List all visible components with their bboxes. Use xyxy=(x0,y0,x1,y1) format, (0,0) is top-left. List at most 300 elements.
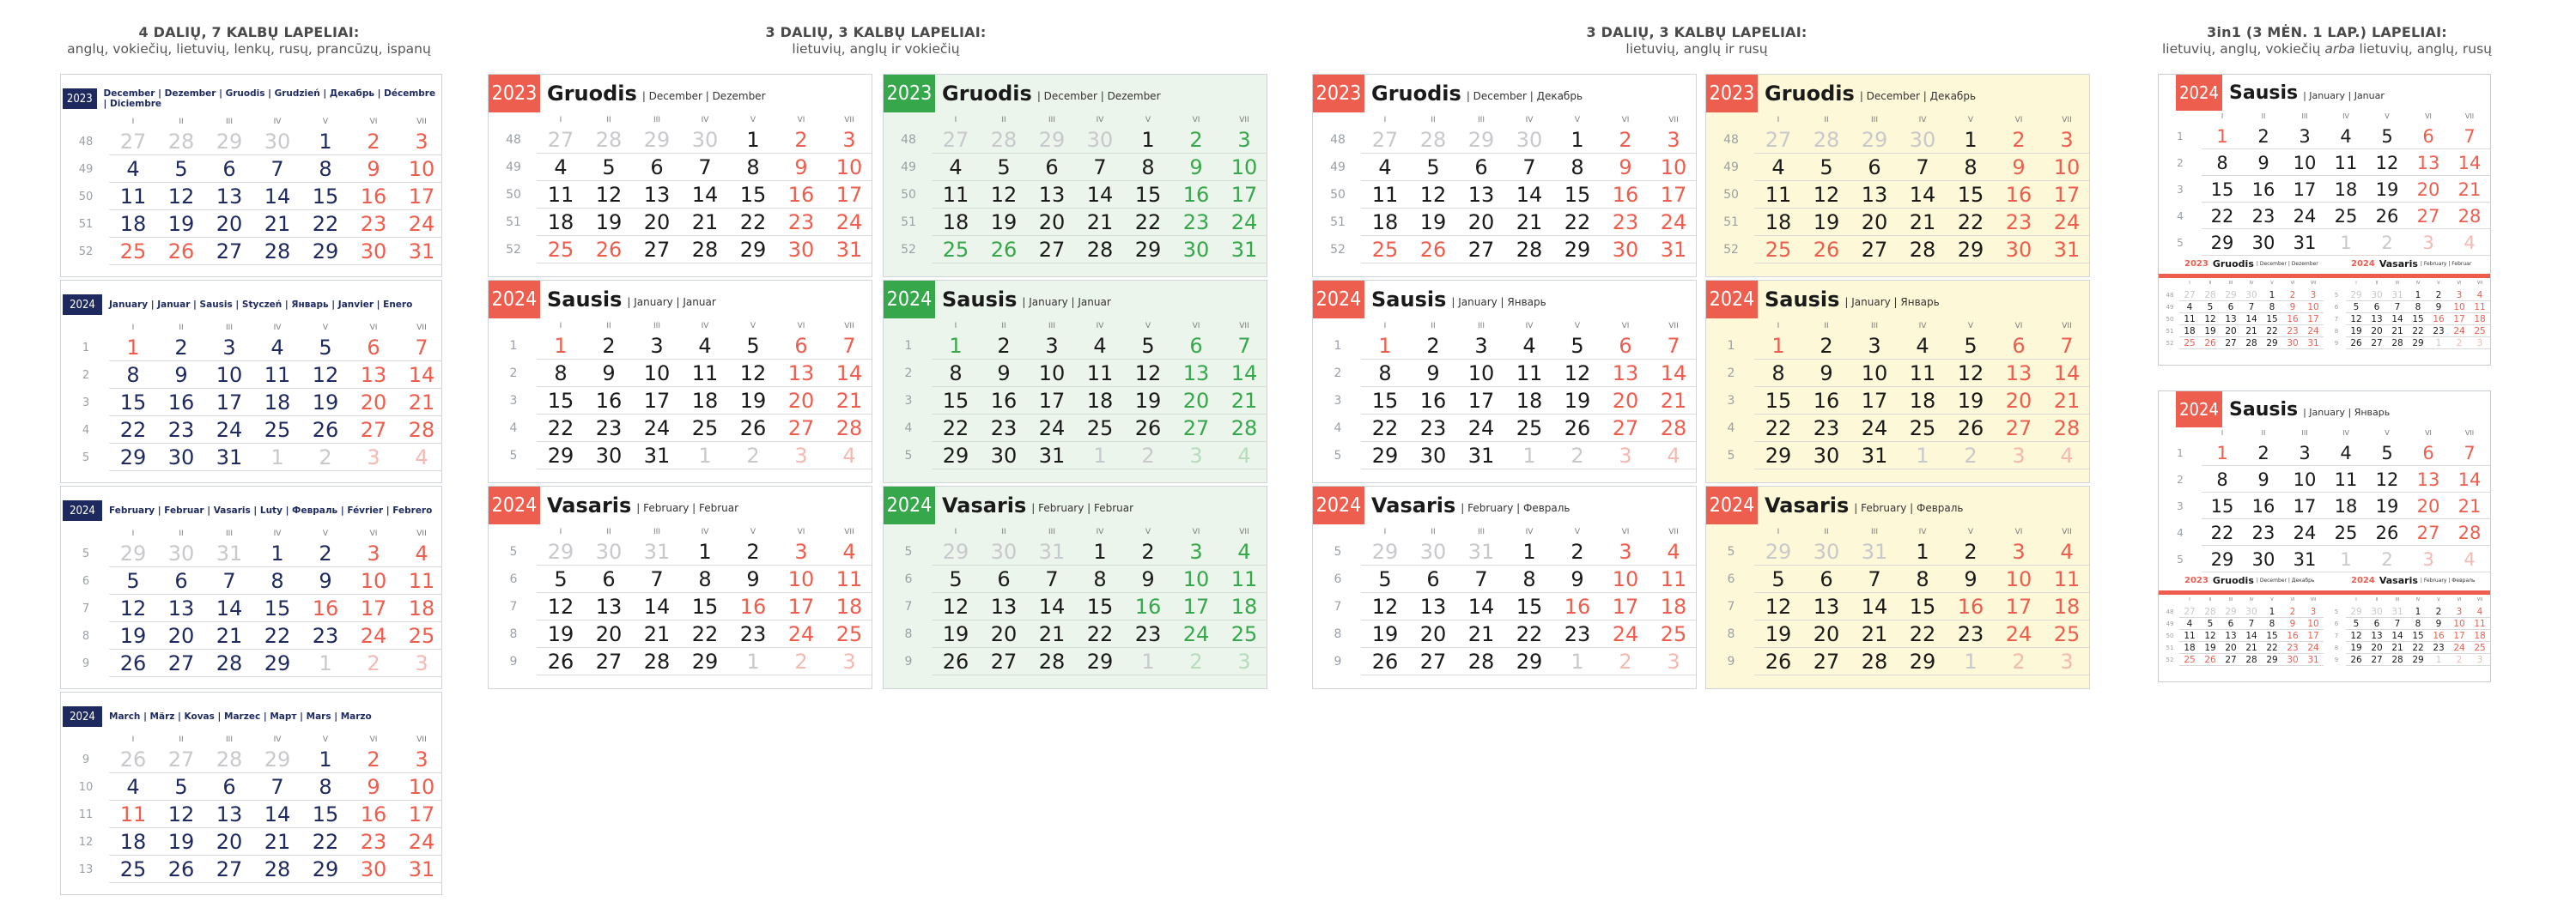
day-cell: 6 xyxy=(2373,302,2380,312)
day-cell: 26 xyxy=(2375,205,2399,227)
week-number: 50 xyxy=(2166,633,2174,639)
day-cell: 30 xyxy=(2251,232,2275,253)
day-cell: 4 xyxy=(1378,155,1392,179)
day-cell: 17 xyxy=(1660,183,1687,207)
week-row xyxy=(1708,332,2090,360)
day-cell: 2 xyxy=(2257,125,2269,147)
day-cell: 9 xyxy=(2289,302,2296,312)
day-cell: 8 xyxy=(319,157,332,181)
day-cell: 15 xyxy=(312,802,339,826)
day-cell: 16 xyxy=(1813,389,1840,413)
week-row xyxy=(2327,642,2490,654)
day-cell: 24 xyxy=(2053,210,2081,234)
day-cell: 27 xyxy=(167,651,195,675)
day-cell: 6 xyxy=(367,336,380,360)
day-cell: 10 xyxy=(2307,302,2319,312)
day-cell: 3 xyxy=(2310,290,2317,300)
weekday-label: VII xyxy=(1239,528,1249,536)
day-cell: 6 xyxy=(1189,334,1203,358)
day-cell: 18 xyxy=(2334,495,2358,517)
day-cell: 7 xyxy=(270,157,284,181)
day-cell: 30 xyxy=(595,540,623,564)
day-cell: 7 xyxy=(2394,619,2401,629)
calendar-card-de_dec xyxy=(488,74,872,277)
week-row xyxy=(2160,289,2324,301)
group-subtitle: lietuvių, anglų ir rusų xyxy=(1625,41,1768,57)
week-row xyxy=(885,566,1267,593)
day-cell: 20 xyxy=(2416,495,2440,517)
mini-translations: | December | Декабрь xyxy=(2256,578,2315,584)
day-cell: 19 xyxy=(1957,389,1984,413)
day-cell: 19 xyxy=(167,830,195,854)
month-name: Gruodis xyxy=(942,82,1032,106)
day-cell: 29 xyxy=(264,748,291,772)
card-header xyxy=(63,706,372,727)
week-row xyxy=(2160,654,2324,666)
weekday-label: I xyxy=(1777,528,1780,536)
day-cell: 5 xyxy=(174,775,188,799)
day-cell: 2 xyxy=(794,128,808,152)
day-cell: 14 xyxy=(1086,183,1114,207)
card-header xyxy=(1313,75,1583,112)
weekday-label: VI xyxy=(2014,116,2023,124)
weekday-label: III xyxy=(1478,528,1485,536)
day-cell: 24 xyxy=(1467,416,1495,440)
weekday-label: I xyxy=(131,118,135,126)
day-cell: 22 xyxy=(1516,622,1543,646)
week-row xyxy=(1315,415,1697,442)
day-cell: 21 xyxy=(1861,622,1888,646)
day-cell: 25 xyxy=(1765,238,1792,262)
weekday-label: VI xyxy=(369,735,378,744)
weekday-label: VI xyxy=(1192,528,1200,536)
day-cell: 21 xyxy=(2458,495,2482,517)
day-cell: 25 xyxy=(2474,326,2486,336)
day-cell: 20 xyxy=(2371,326,2383,336)
row-separator xyxy=(109,470,442,471)
week-row xyxy=(2159,439,2490,466)
week-row xyxy=(1315,360,1697,387)
day-cell: 8 xyxy=(1522,567,1536,591)
year-badge: 2024 xyxy=(63,500,102,521)
day-cell: 10 xyxy=(360,569,387,593)
day-cell: 21 xyxy=(1516,210,1543,234)
day-cell: 18 xyxy=(547,210,574,234)
day-cell: 1 xyxy=(2269,607,2275,617)
day-cell: 17 xyxy=(643,389,671,413)
day-cell: 20 xyxy=(167,624,195,648)
day-cell: 3 xyxy=(2299,442,2311,463)
week-number: 3 xyxy=(1334,394,1342,408)
day-cell: 12 xyxy=(1957,361,1984,385)
week-number: 11 xyxy=(78,808,94,821)
day-cell: 31 xyxy=(2053,238,2081,262)
month-translations: | December | Декабрь xyxy=(1466,90,1583,102)
weekday-label: IV xyxy=(273,324,282,332)
day-cell: 10 xyxy=(1467,361,1495,385)
day-cell: 7 xyxy=(1045,567,1059,591)
day-cell: 12 xyxy=(312,363,339,387)
day-cell: 9 xyxy=(367,775,380,799)
day-cell: 31 xyxy=(1861,444,1888,468)
weekday-header-row xyxy=(490,322,872,330)
month-translations: | December | Dezember xyxy=(641,90,766,102)
day-cell: 3 xyxy=(2060,128,2074,152)
weekday-header-row xyxy=(1708,528,2090,536)
week-row xyxy=(1708,236,2090,263)
day-cell: 3 xyxy=(2456,607,2463,617)
week-row xyxy=(2159,149,2490,176)
day-cell: 27 xyxy=(216,239,243,263)
day-cell: 11 xyxy=(264,363,291,387)
day-cell: 20 xyxy=(2371,643,2383,653)
day-cell: 14 xyxy=(264,802,291,826)
weekday-label: V xyxy=(1967,116,1974,124)
weekday-label: IV xyxy=(1918,322,1927,330)
day-cell: 4 xyxy=(842,444,856,468)
day-cell: 23 xyxy=(2287,326,2299,336)
day-cell: 28 xyxy=(216,651,243,675)
week-row xyxy=(490,126,872,154)
day-cell: 19 xyxy=(1765,622,1792,646)
day-cell: 1 xyxy=(746,650,760,674)
day-cell: 5 xyxy=(1141,334,1155,358)
day-cell: 31 xyxy=(643,540,671,564)
week-row xyxy=(2160,618,2324,630)
day-cell: 3 xyxy=(222,336,236,360)
week-number: 7 xyxy=(509,600,518,614)
week-number: 52 xyxy=(1330,243,1346,257)
weekday-label: III xyxy=(226,530,233,538)
card-header xyxy=(1706,75,1976,112)
weekday-label: II xyxy=(1824,322,1829,330)
card-header xyxy=(884,487,1133,524)
day-cell: 7 xyxy=(1522,155,1536,179)
day-cell: 15 xyxy=(2412,314,2424,324)
weekday-header-row xyxy=(885,322,1267,330)
week-number: 8 xyxy=(2334,328,2339,335)
year-badge: 2024 xyxy=(489,281,540,318)
day-cell: 7 xyxy=(1667,334,1680,358)
day-cell: 23 xyxy=(595,416,623,440)
weekday-label: VII xyxy=(2464,429,2475,437)
day-cell: 16 xyxy=(1182,183,1210,207)
day-cell: 27 xyxy=(1861,238,1888,262)
day-cell: 21 xyxy=(691,210,719,234)
day-cell: 6 xyxy=(1045,155,1059,179)
day-cell: 25 xyxy=(1516,416,1543,440)
group-title: 3 DALIŲ, 3 KALBŲ LAPELIAI: xyxy=(1586,24,1807,40)
day-cell: 21 xyxy=(1467,622,1495,646)
weekday-label: VII xyxy=(2310,597,2317,602)
year-badge: 2024 xyxy=(1706,281,1758,318)
week-row xyxy=(2160,337,2324,349)
weekday-label: I xyxy=(2189,597,2190,602)
week-row xyxy=(1315,387,1697,415)
day-cell: 13 xyxy=(2371,631,2383,641)
weekday-label: VI xyxy=(797,116,805,124)
day-cell: 15 xyxy=(942,389,969,413)
day-cell: 5 xyxy=(997,155,1011,179)
day-cell: 14 xyxy=(1230,361,1258,385)
week-number: 8 xyxy=(509,627,518,641)
weekday-label: I xyxy=(2221,112,2224,120)
week-row xyxy=(2159,176,2490,203)
day-cell: 28 xyxy=(1813,128,1840,152)
day-cell: 12 xyxy=(1765,595,1792,619)
day-cell: 29 xyxy=(1564,238,1591,262)
day-cell: 3 xyxy=(842,650,856,674)
month-translations: December | Dezember | Gruodis | Grudzień | Декабрь | Décembre | Diciembre xyxy=(103,88,436,109)
day-cell: 1 xyxy=(126,336,140,360)
weekday-label: II xyxy=(606,528,611,536)
day-cell: 23 xyxy=(1134,622,1162,646)
weekday-label: VII xyxy=(416,735,427,744)
day-cell: 22 xyxy=(942,416,969,440)
weekday-label: II xyxy=(2375,597,2379,602)
day-cell: 13 xyxy=(2225,314,2237,324)
week-number: 10 xyxy=(78,780,94,794)
day-cell: 5 xyxy=(1378,567,1392,591)
day-cell: 30 xyxy=(264,130,291,154)
weekday-header-row xyxy=(885,528,1267,536)
day-cell: 28 xyxy=(408,418,435,442)
day-cell: 20 xyxy=(2225,643,2237,653)
month-name: Sausis xyxy=(1765,288,1840,312)
calendar-card-ru_dec xyxy=(1312,74,1697,277)
day-cell: 17 xyxy=(1861,389,1888,413)
week-row xyxy=(2160,630,2324,642)
day-cell: 8 xyxy=(698,567,712,591)
weekday-header-row xyxy=(1315,116,1697,124)
day-cell: 1 xyxy=(698,540,712,564)
day-cell: 29 xyxy=(1957,238,1984,262)
week-number: 48 xyxy=(1723,133,1739,147)
day-cell: 29 xyxy=(942,540,969,564)
day-cell: 1 xyxy=(2340,548,2352,570)
week-row xyxy=(885,620,1267,648)
day-cell: 10 xyxy=(408,157,435,181)
day-cell: 22 xyxy=(264,624,291,648)
week-row xyxy=(490,154,872,181)
day-cell: 19 xyxy=(942,622,969,646)
day-cell: 14 xyxy=(1861,595,1888,619)
day-cell: 9 xyxy=(602,361,616,385)
day-cell: 5 xyxy=(1571,334,1584,358)
weekday-label: VI xyxy=(1621,322,1630,330)
day-cell: 10 xyxy=(787,567,815,591)
week-row xyxy=(2159,229,2490,256)
day-cell: 7 xyxy=(270,775,284,799)
day-cell: 7 xyxy=(1237,334,1251,358)
weekday-label: VI xyxy=(369,530,378,538)
day-cell: 6 xyxy=(2373,619,2380,629)
day-cell: 11 xyxy=(1371,183,1399,207)
week-row xyxy=(490,566,872,593)
day-cell: 12 xyxy=(1564,361,1591,385)
day-cell: 31 xyxy=(2391,290,2403,300)
day-cell: 10 xyxy=(1230,155,1258,179)
day-cell: 28 xyxy=(2204,290,2216,300)
card-header xyxy=(1313,487,1571,524)
day-cell: 10 xyxy=(1038,361,1066,385)
day-cell: 19 xyxy=(1371,622,1399,646)
day-cell: 13 xyxy=(216,802,243,826)
day-cell: 10 xyxy=(2453,302,2465,312)
day-cell: 8 xyxy=(1571,155,1584,179)
day-cell: 12 xyxy=(1371,595,1399,619)
day-cell: 21 xyxy=(408,390,435,415)
day-cell: 28 xyxy=(2245,655,2257,665)
day-cell: 30 xyxy=(167,542,195,566)
day-cell: 30 xyxy=(787,238,815,262)
weekday-header-row xyxy=(63,530,442,538)
day-cell: 17 xyxy=(1612,595,1639,619)
day-cell: 2 xyxy=(1619,128,1632,152)
day-cell: 12 xyxy=(2204,631,2216,641)
week-number: 48 xyxy=(78,135,94,148)
weekday-label: VI xyxy=(2014,322,2023,330)
day-cell: 13 xyxy=(1467,183,1495,207)
day-cell: 4 xyxy=(2340,125,2352,147)
day-cell: 8 xyxy=(2269,619,2275,629)
day-cell: 24 xyxy=(2453,326,2465,336)
day-cell: 10 xyxy=(835,155,863,179)
day-cell: 16 xyxy=(1134,595,1162,619)
day-cell: 14 xyxy=(264,185,291,209)
week-row xyxy=(1708,538,2090,566)
day-cell: 22 xyxy=(2412,326,2424,336)
day-cell: 25 xyxy=(691,416,719,440)
day-cell: 18 xyxy=(2053,595,2081,619)
weekday-label: IV xyxy=(2342,429,2349,437)
month-translations: | January | Январь xyxy=(2303,406,2391,418)
day-cell: 19 xyxy=(1419,210,1447,234)
day-cell: 3 xyxy=(415,748,428,772)
day-cell: 15 xyxy=(119,390,147,415)
day-cell: 27 xyxy=(2005,416,2032,440)
weekday-label: VII xyxy=(1668,322,1679,330)
day-cell: 6 xyxy=(2227,619,2234,629)
day-cell: 31 xyxy=(1467,540,1495,564)
day-cell: 9 xyxy=(2289,619,2296,629)
month-name: Gruodis xyxy=(547,82,637,106)
day-cell: 26 xyxy=(1564,416,1591,440)
day-cell: 23 xyxy=(2287,643,2299,653)
day-cell: 1 xyxy=(1141,650,1155,674)
weekday-header-row xyxy=(1315,528,1697,536)
day-cell: 25 xyxy=(1086,416,1114,440)
weekday-label: II xyxy=(1001,322,1006,330)
day-cell: 26 xyxy=(119,651,147,675)
week-number: 1 xyxy=(2177,446,2184,459)
weekday-label: VII xyxy=(1239,116,1249,124)
day-cell: 1 xyxy=(319,130,332,154)
weekday-label: II xyxy=(1001,528,1006,536)
week-row xyxy=(63,389,442,416)
day-cell: 12 xyxy=(942,595,969,619)
weekday-label: II xyxy=(2375,281,2379,286)
weekday-label: II xyxy=(1431,116,1436,124)
day-cell: 13 xyxy=(595,595,623,619)
month-name: Sausis xyxy=(2229,82,2299,104)
day-cell: 11 xyxy=(2474,302,2486,312)
weekday-label: IV xyxy=(273,530,282,538)
calendar-card-de_feb xyxy=(488,486,872,689)
day-cell: 29 xyxy=(2266,338,2278,348)
week-row xyxy=(63,238,442,265)
day-cell: 16 xyxy=(2251,495,2275,517)
week-row xyxy=(2159,546,2490,572)
day-cell: 19 xyxy=(167,212,195,236)
week-number: 51 xyxy=(506,215,521,229)
day-cell: 16 xyxy=(167,390,195,415)
day-cell: 18 xyxy=(2474,314,2486,324)
week-number: 9 xyxy=(1727,655,1735,669)
day-cell: 11 xyxy=(2184,631,2196,641)
weekday-label: III xyxy=(2395,281,2400,286)
day-cell: 24 xyxy=(1660,210,1687,234)
day-cell: 24 xyxy=(2307,326,2319,336)
day-cell: 16 xyxy=(2005,183,2032,207)
day-cell: 16 xyxy=(2251,179,2275,200)
day-cell: 27 xyxy=(2371,655,2383,665)
day-cell: 2 xyxy=(1964,444,1978,468)
day-cell: 22 xyxy=(547,416,574,440)
week-row xyxy=(63,622,442,650)
day-cell: 3 xyxy=(1237,650,1251,674)
day-cell: 28 xyxy=(1230,416,1258,440)
weekday-label: V xyxy=(750,322,756,330)
day-cell: 22 xyxy=(119,418,147,442)
day-cell: 4 xyxy=(126,775,140,799)
day-cell: 5 xyxy=(1426,155,1440,179)
month-name: Gruodis xyxy=(1371,82,1461,106)
week-row xyxy=(63,746,442,773)
day-cell: 3 xyxy=(1667,128,1680,152)
week-row xyxy=(885,332,1267,360)
week-row xyxy=(2160,642,2324,654)
week-number: 52 xyxy=(506,243,521,257)
day-cell: 21 xyxy=(1086,210,1114,234)
week-row xyxy=(1708,648,2090,675)
day-cell: 9 xyxy=(1964,567,1978,591)
day-cell: 18 xyxy=(835,595,863,619)
weekday-label: VII xyxy=(2464,112,2475,120)
day-cell: 2 xyxy=(2289,290,2296,300)
card-header xyxy=(489,487,738,524)
day-cell: 30 xyxy=(1813,444,1840,468)
day-cell: 9 xyxy=(997,361,1011,385)
day-cell: 7 xyxy=(2464,125,2476,147)
day-cell: 23 xyxy=(2251,522,2275,543)
day-cell: 3 xyxy=(2476,338,2483,348)
weekday-header-row xyxy=(490,528,872,536)
day-cell: 18 xyxy=(1371,210,1399,234)
week-number: 8 xyxy=(904,627,913,641)
week-row xyxy=(1708,154,2090,181)
day-cell: 27 xyxy=(990,650,1018,674)
weekday-label: V xyxy=(1574,116,1581,124)
day-cell: 11 xyxy=(119,802,147,826)
day-cell: 21 xyxy=(2391,326,2403,336)
day-cell: 26 xyxy=(167,239,195,263)
day-cell: 2 xyxy=(2435,607,2442,617)
day-cell: 24 xyxy=(408,830,435,854)
day-cell: 23 xyxy=(2433,643,2445,653)
day-cell: 9 xyxy=(367,157,380,181)
day-cell: 17 xyxy=(2453,314,2465,324)
